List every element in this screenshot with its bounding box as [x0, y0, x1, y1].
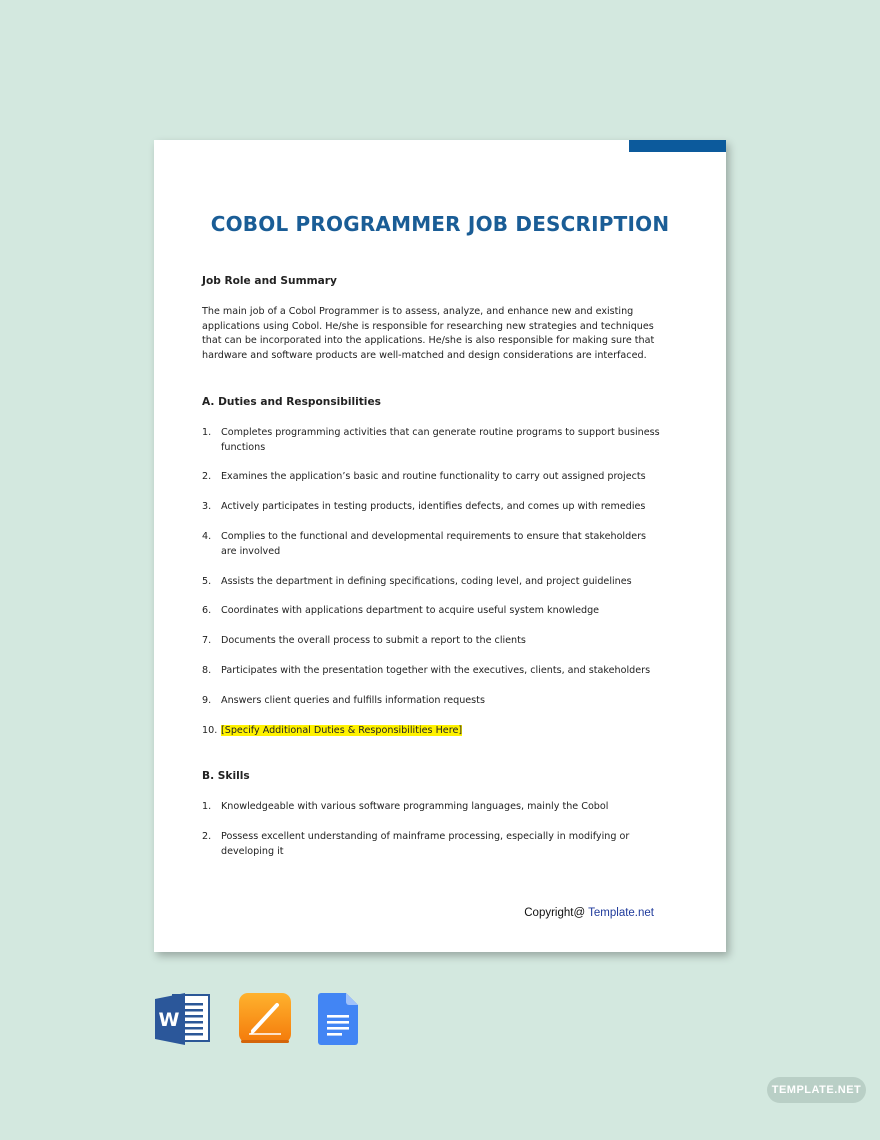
item-number: 4.	[202, 530, 212, 542]
summary-heading: Job Role and Summary	[202, 275, 337, 287]
item-text: Possess excellent understanding of mainframe processing, especially in modifying or developing it	[221, 830, 630, 857]
document-body	[202, 274, 662, 860]
word-icon[interactable]	[155, 993, 211, 1045]
skill-item	[202, 830, 662, 860]
item-number: 8.	[202, 664, 212, 676]
summary-paragraph: The main job of a Cobol Programmer is to assess, analyze, and enhance new and existing applications using Cobol. He/she is responsible for researching new strategies and techniques that can be incorporated into the applications. He/she is also responsible for making sure that hardware and software products are well-matched and design considerations are interfaced.	[202, 305, 655, 362]
item-number: 7.	[202, 635, 212, 647]
duty-item	[202, 694, 662, 709]
item-number: 10.	[202, 724, 218, 736]
document-title: COBOL PROGRAMMER JOB DESCRIPTION	[210, 212, 670, 236]
item-number: 2.	[202, 830, 212, 842]
duty-item	[202, 634, 662, 649]
accent-bar	[629, 140, 726, 152]
item-text: Completes programming activities that can generate routine programs to support business functions	[221, 426, 660, 453]
item-text: Assists the department in defining specifications, coding level, and project guidelines	[221, 575, 632, 587]
item-text: Actively participates in testing products, identifies defects, and comes up with remedies	[221, 501, 646, 513]
template-net-badge[interactable]: TEMPLATE.NET	[767, 1077, 866, 1103]
item-number: 1.	[202, 426, 212, 438]
skills-list	[202, 800, 662, 859]
skill-item	[202, 800, 662, 815]
duty-item-placeholder	[202, 724, 662, 739]
item-text: Coordinates with applications department to acquire useful system knowledge	[221, 605, 600, 617]
copyright-line	[524, 907, 654, 919]
duty-item	[202, 575, 662, 590]
skills-heading: B. Skills	[202, 770, 250, 783]
svg-text:W: W	[158, 1009, 180, 1031]
duty-item	[202, 500, 662, 515]
item-number: 5.	[202, 575, 212, 587]
pages-icon[interactable]	[239, 993, 291, 1045]
item-text: Examines the application’s basic and routine functionality to carry out assigned projects	[221, 471, 646, 483]
item-text: Complies to the functional and developmental requirements to ensure that stakeholders are involved	[221, 530, 647, 557]
item-text: Knowledgeable with various software programming languages, mainly the Cobol	[221, 801, 609, 813]
duty-item	[202, 470, 662, 485]
item-number: 3.	[202, 501, 212, 513]
item-text: Answers client queries and fulfills information requests	[221, 694, 485, 706]
item-text: Documents the overall process to submit a report to the clients	[221, 635, 526, 647]
duty-item	[202, 530, 662, 560]
duty-item	[202, 664, 662, 679]
item-text: Participates with the presentation together with the executives, clients, and stakeholders	[221, 664, 651, 676]
copyright-label: Copyright@	[524, 907, 589, 919]
duty-item	[202, 604, 662, 619]
duty-item	[202, 426, 662, 456]
item-number: 9.	[202, 694, 212, 706]
highlighted-placeholder-text: [Specify Additional Duties & Responsibilities Here]	[221, 724, 463, 736]
copyright-site: Template.net	[588, 907, 654, 919]
item-number: 1.	[202, 801, 212, 813]
duties-heading: A. Duties and Responsibilities	[202, 395, 381, 408]
duties-list	[202, 426, 662, 739]
document-page	[154, 140, 726, 952]
google-docs-icon[interactable]	[318, 993, 360, 1045]
item-number: 2.	[202, 471, 212, 483]
item-number: 6.	[202, 605, 212, 617]
